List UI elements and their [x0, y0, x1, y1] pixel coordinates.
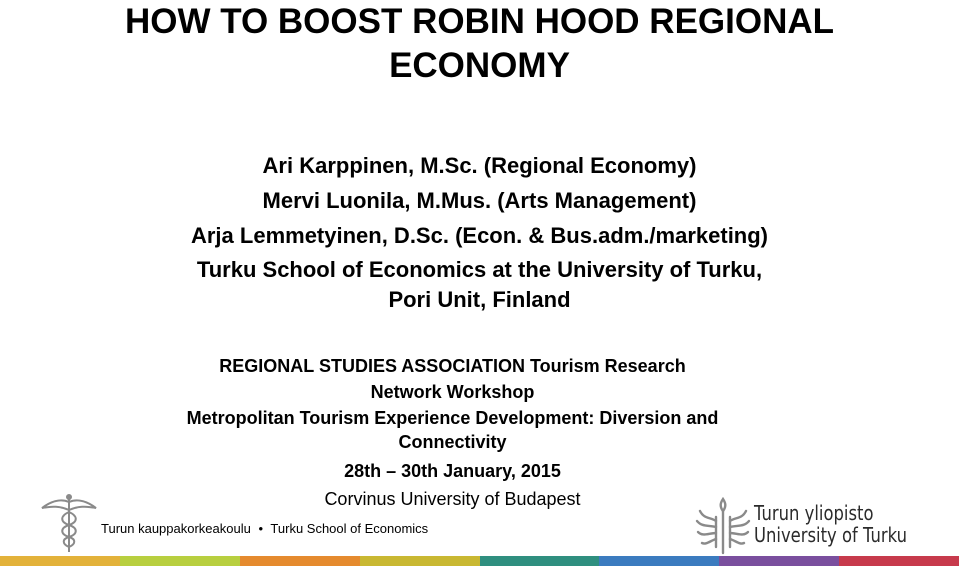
author-list	[0, 148, 959, 253]
stripe-segment	[0, 556, 120, 566]
author-3: Arja Lemmetyinen, D.Sc. (Econ. & Bus.adm./marketing)	[190, 223, 769, 248]
affiliation	[0, 255, 959, 315]
event-info	[0, 353, 905, 513]
stripe-segment	[839, 556, 959, 566]
event-line-2: Network Workshop	[370, 382, 535, 402]
footer-bullet: •	[258, 521, 264, 536]
author-2: Mervi Luonila, M.Mus. (Arts Management)	[262, 188, 697, 213]
title-line-1: HOW TO BOOST ROBIN HOOD REGIONAL	[124, 2, 835, 41]
stripe-segment	[360, 556, 480, 566]
event-line-4: Connectivity	[398, 432, 507, 452]
footer-school-name	[101, 520, 428, 538]
stripe-segment	[599, 556, 719, 566]
university-wordmark	[754, 502, 907, 546]
footer-school-finnish: Turun kauppakorkeakoulu	[101, 521, 251, 536]
event-line-3: Metropolitan Tourism Experience Development: Diversion and	[186, 408, 719, 428]
stripe-segment	[719, 556, 839, 566]
author-1: Ari Karppinen, M.Sc. (Regional Economy)	[262, 153, 697, 178]
footer-school-english: Turku School of Economics	[270, 521, 429, 536]
title-line-2: ECONOMY	[389, 46, 570, 85]
event-line-1: REGIONAL STUDIES ASSOCIATION Tourism Research	[219, 356, 686, 376]
affiliation-line-2: Pori Unit, Finland	[388, 287, 571, 312]
stripe-segment	[480, 556, 600, 566]
page-title	[0, 0, 959, 88]
caduceus-icon	[38, 492, 100, 554]
university-name-english: University of Turku	[754, 523, 908, 547]
event-venue: Corvinus University of Budapest	[324, 489, 581, 509]
stripe-segment	[120, 556, 240, 566]
color-stripe-bar	[0, 556, 959, 566]
stripe-segment	[240, 556, 360, 566]
university-name-finnish: Turun yliopisto	[754, 501, 874, 525]
affiliation-line-1: Turku School of Economics at the University of Turku,	[196, 257, 763, 282]
event-date: 28th – 30th January, 2015	[344, 461, 561, 481]
university-torch-icon	[694, 497, 752, 555]
